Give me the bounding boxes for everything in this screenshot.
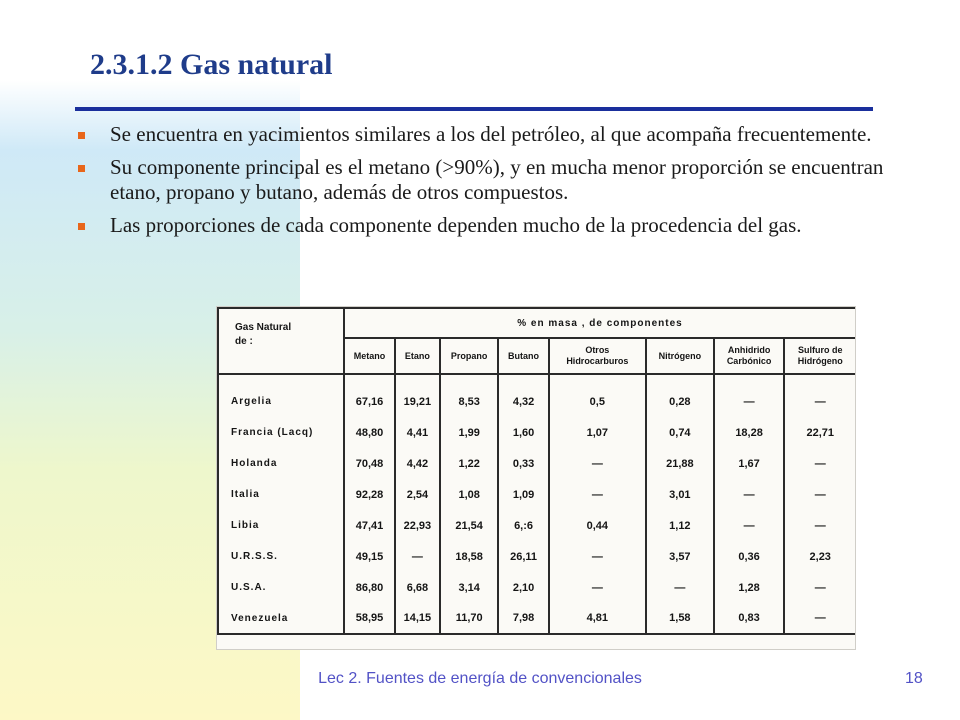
value-cell: 4,32 — [498, 386, 548, 417]
table-row — [218, 448, 856, 479]
group-header: % en masa , de componentes — [344, 308, 856, 338]
column-header-text: Butano — [508, 350, 540, 361]
row-header — [218, 308, 344, 374]
value-cell: 1,99 — [440, 417, 499, 448]
column-header — [549, 338, 646, 374]
country-cell: U.S.A. — [218, 572, 344, 603]
country-cell: Libia — [218, 510, 344, 541]
value-cell: — — [646, 572, 714, 603]
value-cell: 0,5 — [549, 386, 646, 417]
value-cell: — — [784, 479, 856, 510]
value-cell: 0,44 — [549, 510, 646, 541]
bullet-list — [76, 122, 896, 246]
value-cell: 19,21 — [395, 386, 440, 417]
country-cell: U.R.S.S. — [218, 541, 344, 572]
value-cell: — — [714, 510, 785, 541]
value-cell: 8,53 — [440, 386, 499, 417]
table-row — [218, 417, 856, 448]
value-cell: 3,14 — [440, 572, 499, 603]
gas-composition-table — [217, 307, 856, 635]
value-cell: — — [549, 541, 646, 572]
column-header-text: Etano — [404, 350, 430, 361]
table-row — [218, 572, 856, 603]
column-header-text: Sulfuro de Hidrógeno — [797, 345, 843, 366]
table-row — [218, 510, 856, 541]
bullet-item — [76, 155, 896, 205]
page-number: 18 — [905, 670, 923, 687]
value-cell: — — [784, 386, 856, 417]
value-cell: — — [549, 572, 646, 603]
value-cell: — — [784, 603, 856, 634]
value-cell: 2,10 — [498, 572, 548, 603]
square-bullet-icon — [78, 223, 85, 230]
gas-composition-table-scan — [216, 306, 856, 650]
bullet-text: Las proporciones de cada componente dependen mucho de la procedencia del gas. — [110, 213, 802, 237]
value-cell: 2,23 — [784, 541, 856, 572]
value-cell: — — [549, 448, 646, 479]
value-cell: — — [714, 479, 785, 510]
table-spacer-row — [218, 374, 856, 386]
value-cell: 11,70 — [440, 603, 499, 634]
column-header-text: Anhidrido Carbónico — [726, 345, 772, 366]
value-cell: 1,07 — [549, 417, 646, 448]
table-row — [218, 603, 856, 634]
column-header-text: Metano — [353, 350, 386, 361]
value-cell: 92,28 — [344, 479, 395, 510]
value-cell: 47,41 — [344, 510, 395, 541]
footer-lecture-title: Lec 2. Fuentes de energía de convencionales — [318, 670, 642, 687]
value-cell: 67,16 — [344, 386, 395, 417]
row-header-text: Gas Natural de : — [235, 322, 292, 347]
table-row — [218, 479, 856, 510]
value-cell: 18,58 — [440, 541, 499, 572]
value-cell: 3,01 — [646, 479, 714, 510]
value-cell: 4,42 — [395, 448, 440, 479]
value-cell: 1,22 — [440, 448, 499, 479]
country-cell: Francia (Lacq) — [218, 417, 344, 448]
bullet-item — [76, 213, 896, 238]
square-bullet-icon — [78, 165, 85, 172]
value-cell: — — [784, 448, 856, 479]
value-cell: — — [714, 386, 785, 417]
value-cell: 0,74 — [646, 417, 714, 448]
value-cell: 0,28 — [646, 386, 714, 417]
value-cell: 26,11 — [498, 541, 548, 572]
value-cell: — — [395, 541, 440, 572]
column-header — [784, 338, 856, 374]
value-cell: 21,54 — [440, 510, 499, 541]
value-cell: 21,88 — [646, 448, 714, 479]
value-cell: 6,:6 — [498, 510, 548, 541]
value-cell: 1,09 — [498, 479, 548, 510]
value-cell: 0,83 — [714, 603, 785, 634]
column-header-text: Otros Hidrocarburos — [566, 345, 629, 366]
table-body — [218, 374, 856, 634]
value-cell: 6,68 — [395, 572, 440, 603]
value-cell: 58,95 — [344, 603, 395, 634]
value-cell: 3,57 — [646, 541, 714, 572]
value-cell: 0,36 — [714, 541, 785, 572]
value-cell: 1,58 — [646, 603, 714, 634]
column-header-text: Nitrógeno — [658, 350, 702, 361]
title-underline — [75, 107, 873, 111]
value-cell: 14,15 — [395, 603, 440, 634]
slide-title: 2.3.1.2 Gas natural — [90, 48, 333, 81]
bullet-text: Su componente principal es el metano (>90%), y en mucha menor proporción se encuentran etano, propano y butano, además de otros compuestos. — [110, 155, 884, 204]
table-row — [218, 386, 856, 417]
country-cell: Argelia — [218, 386, 344, 417]
value-cell: — — [549, 479, 646, 510]
column-header — [344, 338, 395, 374]
value-cell: 1,60 — [498, 417, 548, 448]
value-cell: 0,33 — [498, 448, 548, 479]
value-cell: 22,93 — [395, 510, 440, 541]
value-cell: 49,15 — [344, 541, 395, 572]
square-bullet-icon — [78, 132, 85, 139]
bullet-text: Se encuentra en yacimientos similares a los del petróleo, al que acompaña frecuentemente. — [110, 122, 872, 146]
column-header — [440, 338, 499, 374]
country-cell: Venezuela — [218, 603, 344, 634]
column-header — [646, 338, 714, 374]
value-cell: 86,80 — [344, 572, 395, 603]
country-cell: Italia — [218, 479, 344, 510]
value-cell: 48,80 — [344, 417, 395, 448]
value-cell: 7,98 — [498, 603, 548, 634]
column-header — [395, 338, 440, 374]
value-cell: 4,41 — [395, 417, 440, 448]
value-cell: 1,12 — [646, 510, 714, 541]
column-header — [498, 338, 548, 374]
value-cell: 1,28 — [714, 572, 785, 603]
value-cell: 22,71 — [784, 417, 856, 448]
column-header-text: Propano — [450, 350, 488, 361]
value-cell: 4,81 — [549, 603, 646, 634]
value-cell: 1,08 — [440, 479, 499, 510]
value-cell: — — [784, 572, 856, 603]
bullet-item — [76, 122, 896, 147]
column-header — [714, 338, 785, 374]
table-row — [218, 541, 856, 572]
value-cell: — — [784, 510, 856, 541]
value-cell: 70,48 — [344, 448, 395, 479]
value-cell: 2,54 — [395, 479, 440, 510]
value-cell: 1,67 — [714, 448, 785, 479]
value-cell: 18,28 — [714, 417, 785, 448]
country-cell: Holanda — [218, 448, 344, 479]
